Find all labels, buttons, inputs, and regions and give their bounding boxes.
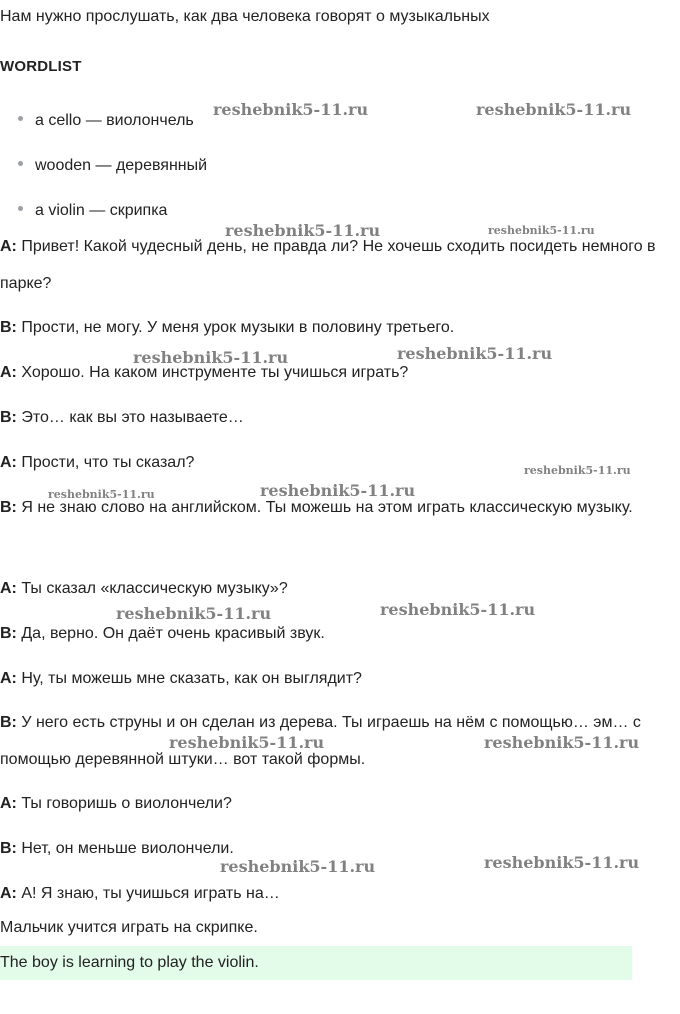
dialogue-line: B: Нет, он меньше виолончели. (0, 840, 234, 857)
wordlist-item: a cello — виолончель (18, 112, 194, 130)
watermark: reshebnik5-11.ru (169, 733, 325, 752)
dialogue-line: A: Хорошо. На каком инструменте ты учишься играть? (0, 364, 409, 381)
intro-text: Нам нужно прослушать, как два человека говорят о музыкальных (0, 8, 490, 25)
dialogue-line: B: У него есть струны и он сделан из дерева. Ты играешь на нём с помощью… эм… с помощью деревянной штуки… вот такой формы. (0, 714, 641, 768)
answer-highlight: The boy is learning to play the violin. (0, 946, 632, 980)
dialogue-line: A: Ну, ты можешь мне сказать, как он выглядит? (0, 670, 362, 687)
watermark: reshebnik5-11.ru (260, 481, 416, 500)
wordlist-item: a violin — скрипка (18, 202, 167, 220)
watermark: reshebnik5-11.ru (488, 224, 595, 237)
dialogue-line: B: Я не знаю слово на английском. Ты можешь на этом играть классическую музыку. (0, 499, 633, 516)
dialogue-line: A: Привет! Какой чудесный день, не правда ли? Не хочешь сходить посидеть немного в парке? (0, 238, 656, 292)
dialogue-line: A: Ты сказал «классическую музыку»? (0, 580, 288, 597)
bullet-icon (18, 206, 23, 211)
watermark: reshebnik5-11.ru (476, 100, 632, 119)
translation-text: Мальчик учится играть на скрипке. (0, 919, 258, 936)
wordlist-item: wooden — деревянный (18, 157, 207, 175)
dialogue-line: A: Прости, что ты сказал? (0, 454, 195, 471)
watermark: reshebnik5-11.ru (116, 604, 272, 623)
wordlist-heading: WORDLIST (0, 58, 82, 75)
watermark: reshebnik5-11.ru (484, 853, 640, 872)
dialogue-line: B: Это… как вы это называете… (0, 409, 244, 426)
watermark: reshebnik5-11.ru (133, 348, 289, 367)
watermark: reshebnik5-11.ru (213, 100, 369, 119)
bullet-icon (18, 161, 23, 166)
dialogue-line: A: Ты говоришь о виолончели? (0, 795, 232, 812)
watermark: reshebnik5-11.ru (48, 488, 155, 501)
bullet-icon (18, 116, 23, 121)
dialogue-line: B: Прости, не могу. У меня урок музыки в половину третьего. (0, 319, 455, 336)
dialogue-line: A: А! Я знаю, ты учишься играть на… (0, 885, 280, 902)
watermark: reshebnik5-11.ru (380, 600, 536, 619)
watermark: reshebnik5-11.ru (225, 221, 381, 240)
watermark: reshebnik5-11.ru (484, 733, 640, 752)
watermark: reshebnik5-11.ru (397, 344, 553, 363)
watermark: reshebnik5-11.ru (524, 464, 631, 477)
watermark: reshebnik5-11.ru (220, 857, 376, 876)
dialogue-line: B: Да, верно. Он даёт очень красивый звук. (0, 625, 325, 642)
